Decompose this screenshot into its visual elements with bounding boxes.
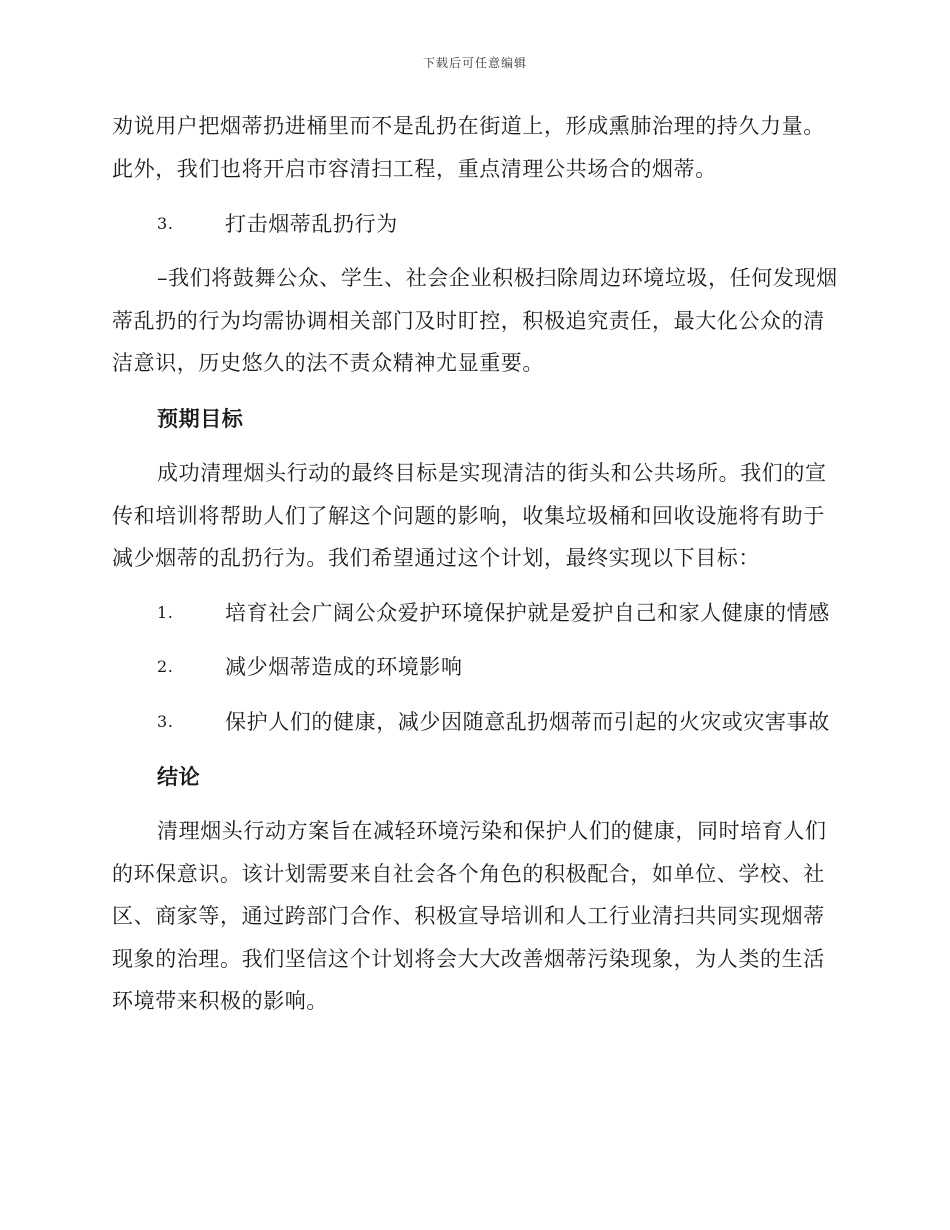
list-item	[112, 598, 842, 628]
list-number: 3.	[157, 214, 174, 233]
paragraph-action: –我们将鼓舞公众、学生、社会企业积极扫除周边环境垃圾，任何发现烟蒂乱扔的行为均需协调相关部门及时盯控，积极追究责任，最大化公众的清洁意识，历史悠久的法不责众精神尤显重要。	[112, 266, 838, 375]
goals-paragraph: 成功清理烟头行动的最终目标是实现清洁的街头和公共场所。我们的宣传和培训将帮助人们了解这个问题的影响，收集垃圾桶和回收设施将有助于减少烟蒂的乱扔行为。我们希望通过这个计划，最终实现以下目标：	[112, 461, 827, 570]
list-text: 保护人们的健康，减少因随意乱扔烟蒂而引起的火灾或灾害事故	[225, 710, 830, 734]
list-text: 减少烟蒂造成的环境影响	[225, 655, 463, 679]
list-text: 培育社会广阔公众爱护环境保护就是爱护自己和家人健康的情感	[225, 601, 830, 625]
intro-paragraph: 劝说用户把烟蒂扔进桶里而不是乱扔在街道上，形成熏肺治理的持久力量。此外，我们也将开启市容清扫工程，重点清理公共场合的烟蒂。	[112, 114, 825, 181]
list-text: 打击烟蒂乱扔行为	[225, 212, 398, 236]
list-number: 3.	[157, 712, 174, 731]
page-header: 下载后可任意编辑	[422, 56, 527, 70]
heading-goals: 预期目标	[157, 407, 244, 431]
conclusion-paragraph: 清理烟头行动方案旨在减轻环境污染和保护人们的健康，同时培育人们的环保意识。该计划需要来自社会各个角色的积极配合，如单位、学校、社区、商家等，通过跨部门合作、积极宣导培训和人工行业清扫共同实现烟蒂现象的治理。我们坚信这个计划将会大大改善烟蒂污染现象，为人类的生活环境带来积极的影响。	[112, 819, 827, 1013]
list-number: 1.	[157, 603, 174, 622]
list-item	[112, 652, 842, 682]
list-number: 2.	[157, 657, 174, 676]
list-item	[112, 209, 842, 239]
list-item	[112, 707, 842, 737]
heading-conclusion: 结论	[157, 765, 201, 789]
